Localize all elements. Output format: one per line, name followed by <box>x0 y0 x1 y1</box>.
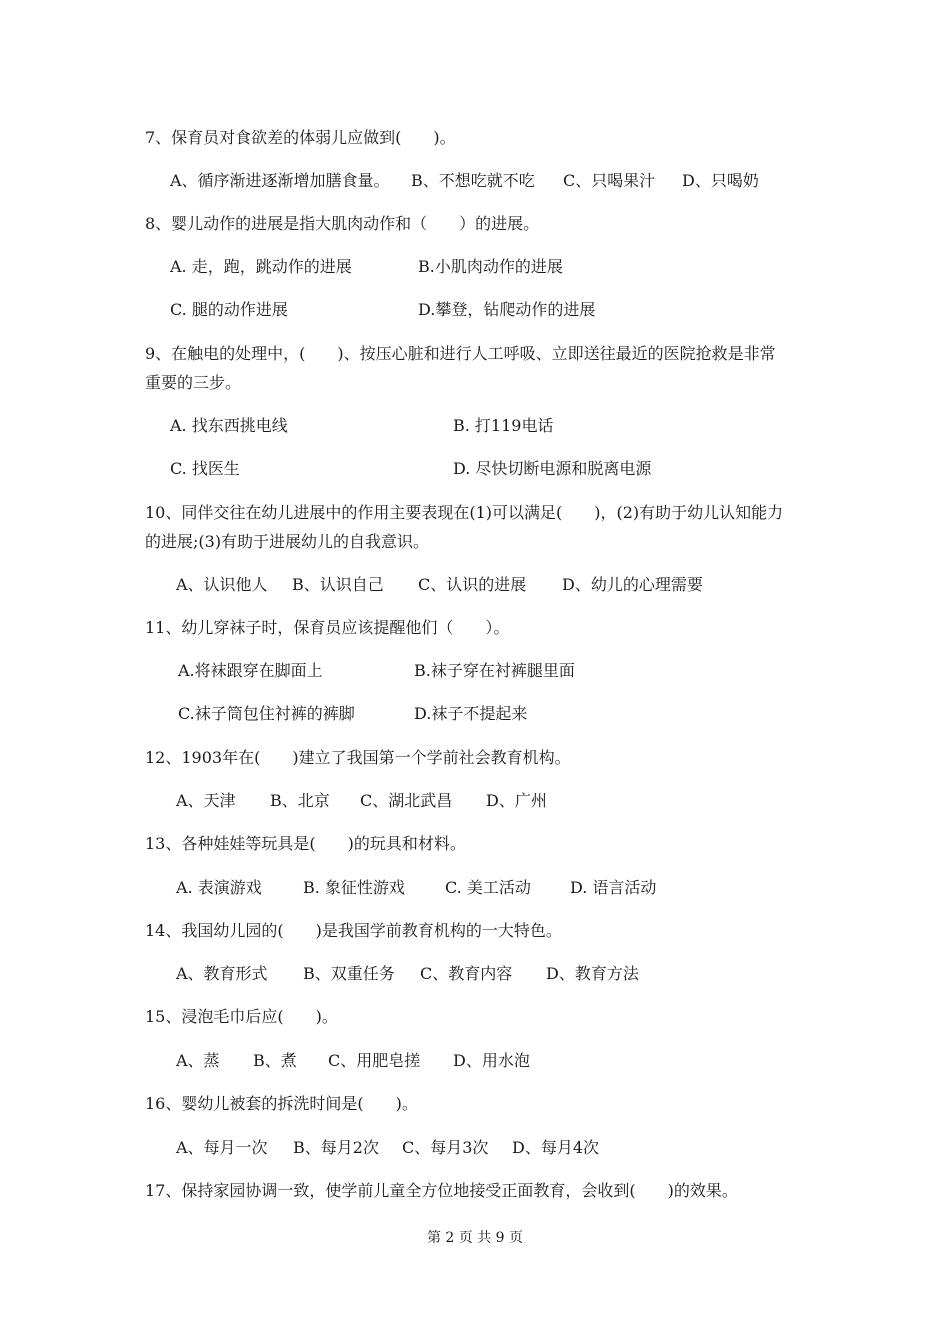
question-9-option-a: A. 找东西挑电线 <box>170 416 288 435</box>
question-15-option-d: D、用水泡 <box>453 1051 530 1070</box>
question-12-option-a: A、天津 <box>176 791 236 810</box>
question-9-text-line-1: 9、在触电的处理中，( )、按压心脏和进行人工呼吸、立即送往最近的医院抢救是非常 <box>145 344 776 363</box>
question-10-option-b: B、认识自己 <box>292 575 384 594</box>
question-14-option-d: D、教育方法 <box>546 964 639 983</box>
question-11-option-a: A.将袜跟穿在脚面上 <box>178 661 323 680</box>
page-number-footer: 第 2 页 共 9 页 <box>426 1230 524 1246</box>
question-7-option-c: C、只喝果汁 <box>563 171 656 190</box>
question-16-option-a: A、每月一次 <box>176 1138 268 1157</box>
question-7-text: 7、保育员对食欲差的体弱儿应做到( )。 <box>145 128 456 147</box>
question-14-text: 14、我国幼儿园的( )是我国学前教育机构的一大特色。 <box>145 921 562 940</box>
question-17-text: 17、保持家园协调一致，使学前儿童全方位地接受正面教育，会收到( )的效果。 <box>145 1181 738 1200</box>
question-9-option-b: B. 打119电话 <box>453 416 554 435</box>
question-12-option-b: B、北京 <box>270 791 330 810</box>
question-14-option-b: B、双重任务 <box>303 964 395 983</box>
question-16-option-c: C、每月3次 <box>402 1138 489 1157</box>
question-16-option-b: B、每月2次 <box>293 1138 379 1157</box>
question-7-option-a: A、循序渐进逐渐增加膳食量。 <box>170 171 390 190</box>
question-8-text: 8、婴儿动作的进展是指大肌肉动作和（ ）的进展。 <box>145 214 540 233</box>
question-8-option-c: C. 腿的动作进展 <box>170 300 288 319</box>
question-16-text: 16、婴幼儿被套的拆洗时间是( )。 <box>145 1094 418 1113</box>
question-10-option-d: D、幼儿的心理需要 <box>562 575 703 594</box>
question-7-option-b: B、不想吃就不吃 <box>411 171 535 190</box>
question-15-option-b: B、煮 <box>253 1051 297 1070</box>
question-9-option-d: D. 尽快切断电源和脱离电源 <box>453 459 652 478</box>
question-13-option-c: C. 美工活动 <box>445 878 531 897</box>
question-8-option-b: B.小肌肉动作的进展 <box>418 257 563 276</box>
question-14-option-a: A、教育形式 <box>176 964 268 983</box>
question-8-option-d: D.攀登，钻爬动作的进展 <box>418 300 596 319</box>
question-13-option-a: A. 表演游戏 <box>176 878 262 897</box>
question-7-option-d: D、只喝奶 <box>682 171 759 190</box>
question-12-option-d: D、广州 <box>486 791 547 810</box>
question-9-text-line-2: 重要的三步。 <box>145 373 242 392</box>
question-15-text: 15、浸泡毛巾后应( )。 <box>145 1007 338 1026</box>
question-9-option-c: C. 找医生 <box>170 459 240 478</box>
question-10-text-line-2: 的进展;(3)有助于进展幼儿的自我意识。 <box>145 532 430 551</box>
question-13-option-b: B. 象征性游戏 <box>303 878 405 897</box>
question-16-option-d: D、每月4次 <box>512 1138 600 1157</box>
question-8-option-a: A. 走，跑，跳动作的进展 <box>170 257 352 276</box>
question-14-option-c: C、教育内容 <box>420 964 513 983</box>
question-12-text: 12、1903年在( )建立了我国第一个学前社会教育机构。 <box>145 748 571 767</box>
question-15-option-a: A、蒸 <box>176 1051 220 1070</box>
question-10-text-line-1: 10、同伴交往在幼儿进展中的作用主要表现在(1)可以满足( )，(2)有助于幼儿认知能力 <box>145 503 784 522</box>
question-10-option-a: A、认识他人 <box>176 575 268 594</box>
question-11-option-c: C.袜子筒包住衬裤的裤脚 <box>178 704 355 723</box>
question-11-text: 11、幼儿穿袜子时，保育员应该提醒他们（ ）。 <box>145 618 510 637</box>
question-15-option-c: C、用肥皂搓 <box>328 1051 421 1070</box>
question-10-option-c: C、认识的进展 <box>418 575 527 594</box>
question-13-text: 13、各种娃娃等玩具是( )的玩具和材料。 <box>145 834 466 853</box>
question-11-option-d: D.袜子不提起来 <box>414 704 528 723</box>
question-11-option-b: B.袜子穿在衬裤腿里面 <box>414 661 575 680</box>
question-13-option-d: D. 语言活动 <box>570 878 657 897</box>
question-12-option-c: C、湖北武昌 <box>360 791 453 810</box>
